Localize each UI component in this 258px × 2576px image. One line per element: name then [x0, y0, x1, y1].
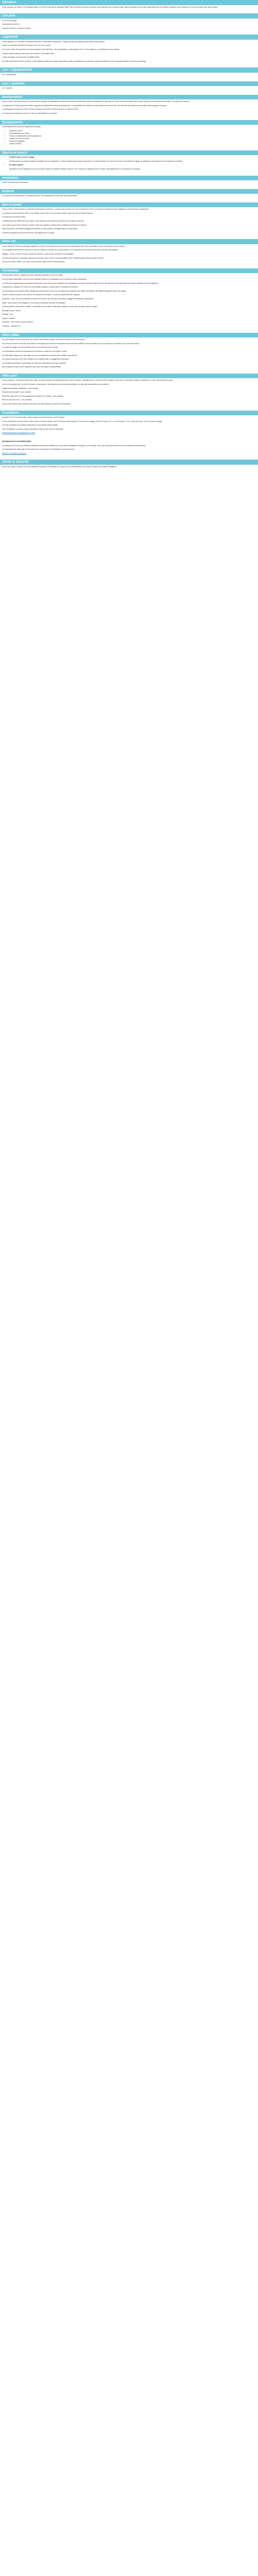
enfants-text: Les enfants sont les bienvenus. Un lit bébé peut être mis à disposition sur demande, selon disponibilité.	[2, 195, 78, 197]
infos-utiles-heading: Infos utiles	[0, 333, 258, 338]
sports-section	[0, 150, 258, 176]
formalites-section	[0, 268, 258, 333]
situation-section	[0, 0, 258, 13]
plus-section	[0, 13, 258, 35]
formalites-text: Téléphone : indicatif +33.	[2, 325, 21, 328]
sports-options-label: En option, payant	[9, 164, 23, 166]
infos-prix-text: Bébé de moins de 2 ans : nous consulter.	[2, 399, 33, 401]
conditions-heading: Conditions	[0, 411, 258, 416]
infos-vol-text: Les compagnies aériennes se réservent le droit de modifier les horaires de vol sans préavis. Ces modifications ne peuvent donner lieu à aucune indemnisation.	[2, 249, 118, 251]
restauration-section	[0, 95, 258, 120]
plus-text: Logement lumineux, moderne et calme.	[2, 27, 31, 29]
animation-section	[0, 176, 258, 189]
logement-text: Toutes les chambres disposent d'un balcon avec vue mer ou jardin.	[2, 44, 51, 47]
conditions-text: Toute modification du dossier après confirmation entraînera des frais de modification.	[2, 428, 64, 430]
info-sup-link-row	[2, 452, 256, 454]
animation-body	[0, 180, 258, 189]
restauration-body	[0, 99, 258, 120]
logement-heading: Logement	[0, 35, 258, 40]
equipements-plus-heading: Les + équipements	[0, 67, 258, 73]
restauration-heading: Restauration	[0, 95, 258, 100]
bon-a-savoir-text: Les animaux ne sont pas admis.	[2, 216, 26, 218]
conditions-text: Acompte de 30 % à la réservation, solde à régler au plus tard 30 jours avant le départ.	[2, 416, 65, 419]
equipements-list-item: • Wifi gratuit dans tout l'hôtel	[9, 132, 256, 134]
infos-vol-text: Les taxes aéroport et la surcharge carburant sont incluses dans le prix et sont susceptibles d'être modifiées jusqu'à 30 jours avant le départ.	[2, 257, 104, 259]
sports-included-list	[2, 156, 256, 158]
equipements-list	[2, 130, 256, 145]
sports-included-label: Compris dans le prix du voyage	[9, 156, 35, 159]
formalites-text: Décalage horaire : aucun.	[2, 309, 21, 312]
enfants-section	[0, 189, 258, 202]
sante-text: Avant votre départ, consultez les recommandations sanitaires et sécuritaires en vigueur pour votre destination sur le site du Ministère des Affaires étrangères.	[2, 465, 117, 468]
bon-a-savoir-heading: Bon à savoir	[0, 202, 258, 208]
sante-body	[0, 465, 258, 473]
enfants-body	[0, 194, 258, 202]
infos-utiles-text: Les informations figurant sur cette page sont non contractuelles et peuvent être modifiées sans préavis.	[2, 354, 77, 357]
conditions-link-row	[2, 432, 256, 434]
sports-options-list	[2, 164, 256, 166]
info-sup-section	[0, 439, 258, 460]
bon-a-savoir-text: L'établissement est entièrement non-fumeur. Il est interdit de fumer dans les chambres et les espaces communs.	[2, 220, 84, 222]
trip-details-page	[0, 0, 258, 473]
sports-options-heading	[9, 164, 256, 166]
infos-utiles-text: Le carnet de voyage vous sera adressé environ une semaine avant le départ.	[2, 346, 59, 349]
restauration-text: Dans le cadre d'une demi-pension ou d'une pension complète, le petit-déjeuner est servi sous forme de buffet dans la salle du restaurant. Le déjeuner et le dîner sont servis à table avec un menu unique du jour composé d'une entrée, d'un plat et d'un dessert.	[2, 100, 190, 103]
info-sup-heading: INFORMATIONS SUPPLÉMENTAIRES	[2, 440, 31, 443]
equipements-heading: Equipements	[0, 120, 258, 125]
infos-prix-text: Le prix ne comprend pas : les frais de dossier, les assurances, les boissons, les excursions facultatives, les dépenses personnelles, les pourboires.	[2, 383, 109, 385]
formalites-text: Il appartient au voyageur de vérifier que les formalités requises correspondent à sa situation personnelle.	[2, 286, 78, 289]
plus-heading: Les plus	[0, 13, 258, 19]
restauration-text: Les menus pour enfants de moins de 12 ans sont disponibles sur demande.	[2, 112, 58, 114]
infos-vol-text: Tout vol non utilisé à l'aller ou au retour ne pourra faire l'objet d'aucun remboursement.	[2, 261, 65, 263]
infos-prix-heading: Infos prix	[0, 374, 258, 379]
conditions-section	[0, 411, 258, 439]
animation-text: L'hôtel ne propose pas d'animations.	[2, 181, 29, 184]
infos-vol-section	[0, 239, 258, 268]
infos-utiles-body	[0, 337, 258, 374]
info-sup-text: Les informations de cette page ont été mises à jour au moment de la publication et peuvent évoluer.	[2, 448, 75, 451]
bon-a-savoir-text: Les arrivées se font à partir de 15h00 et les départs avant 11h00. En cas d'arrivée tardive, merci de prévenir l'hôtel à l'avance.	[2, 212, 94, 214]
infos-utiles-section	[0, 333, 258, 374]
equipements-plus-body	[0, 73, 258, 81]
infos-prix-text: Le prix comprend : le transport aérien aller-retour, les taxes aéroport, les transferts aéroport / hôtel / aéroport, l'hébergement en chambre double standard, la formule de restauration indiquée, l'assistance de notre représentant sur place.	[2, 379, 173, 382]
info-sup-body	[0, 439, 258, 460]
info-sup-text: Le voyageur est informé que certaines prestations peuvent être modifiées pour des raisons climatiques, techniques ou de sécurité, sans que cela puisse donner lieu à une quelconque indemnisation.	[2, 444, 147, 447]
infos-prix-text: Réduction enfant de 2 à 12 ans partageant la chambre de 2 adultes : nous consulter.	[2, 395, 64, 397]
situation-text: Petite commune de moins 14 000 habitants située à 10 km de Lille dans la métropole lilloise. Elle est située au Nord de la ville de Lille en direction de la frontière belge. Marcq-en-Barœul est une ville résidentielle avec de nombreux espaces verts et dispose de tous les services d'une ville moderne.	[2, 6, 218, 8]
sante-heading: Santé et Sécurité	[0, 460, 258, 465]
formalites-text: Les mineurs voyageant sans leurs parents doivent être munis de leur pièce d'identité, d'une autorisation de sortie du territoire signée par l'un des parents et de la photocopie de la pièce d'identité du parent signataire.	[2, 282, 159, 284]
logement-section	[0, 35, 258, 67]
conditions-text: En cas d'annulation, des frais seront retenus selon le barème suivant : plus de 30 jours avant le départ, 25 % du prix du voyage ; de 30 à 21 jours, 50 % ; de 20 à 8 jours, 75 % ; moins de 8 jours, 100 % du prix du voyage.	[2, 420, 163, 422]
formalites-text: Pour les autres nationalités, merci de vous renseigner auprès de l'ambassade ou du consulat du pays de destination.	[2, 278, 88, 280]
equipements-body	[0, 125, 258, 150]
bon-a-savoir-text: Tarifs réduits pour les enfants partageant la chambre de deux adultes. Renseignements à la réservation.	[2, 228, 78, 230]
formalites-text: Conseil : pensez à emporter une copie de vos documents d'identité, à conserver séparément des originaux.	[2, 294, 80, 296]
formalites-text: Électricité : 220 V, prises de type européen.	[2, 321, 34, 324]
infos-utiles-text: Les tarifs indiqués sont par personne, sur la base d'une chambre double, hors frais de dossier et hors assurances.	[2, 338, 86, 341]
infos-utiles-text: Nos conseillers restent à votre disposition pour toute information complémentaire.	[2, 366, 62, 368]
restauration-text: Le petit-déjeuner est servi de 7h30 à 10h00, le déjeuner de 12h00 à 14h00 et le dîner de 19h00 à 21h30.	[2, 108, 79, 111]
situation-heading: Situation	[0, 0, 258, 5]
infos-vol-body	[0, 244, 258, 268]
sports-body	[0, 155, 258, 175]
logement-text: Chaque chambre dispose d'un bureau avec lampe et d'un fauteuil relax.	[2, 52, 55, 55]
activites-plus-text: Les + activités	[2, 87, 13, 90]
activites-plus-heading: Les + activités	[0, 81, 258, 87]
situation-body	[0, 5, 258, 14]
formalites-text: Les informations sont données à titre indicatif et peuvent évoluer. Nous vous conseillons de consulter le site officiel du Ministère des Affaires étrangères avant votre départ.	[2, 290, 127, 292]
sports-included-text: L'hôtel propose une piscine extérieure chauffée de mai à septembre, un espace détente avec sauna et hammam, une salle de fitness et un terrain de tennis. Des activités de plage, de nautisme et de randonnée sont proposées à proximité.	[9, 160, 183, 162]
animation-heading: Animation	[0, 176, 258, 181]
equipements-plus-text: Les + équipements	[2, 73, 17, 76]
sports-options-text: Massages et soins esthétiques au spa de l'hôtel, location de matériel nautique, sorties en mer, excursions organisées dans la région. Renseignements et réservations à la réception.	[9, 167, 141, 170]
enfants-heading: Enfants	[0, 189, 258, 194]
logement-text: Les tarifs comprennent la taxe de séjour, le petit-déjeuner buffet servi chaque matin dans la salle du restaurant ou en terrasse, le linge de toilette et de lit, le ménage quotidien et l'accès aux parkings.	[2, 60, 147, 62]
bon-a-savoir-text: Accès à l'hôtel : l'hôtel est situé à proximité des transports en commun. La gare la plus proche est à 2 km et l'aéroport à 25 km. Un service de navette peut être organisé sur demande (avec supplément).	[2, 208, 149, 211]
equipements-list-item: • Service de bagagerie	[9, 140, 256, 142]
formalites-text: Monnaie : euro.	[2, 313, 14, 316]
bon-a-savoir-text: Certaines prestations peuvent être fermées ou modifiées selon la saison.	[2, 231, 55, 234]
infos-utiles-text: Les prix sont calculés en fonction de données économiques au moment de l'impression et peuvent être modifiés en cas de variation du coût du transport, des taxes ou du cours des devises.	[2, 342, 140, 345]
equipements-plus-section	[0, 67, 258, 81]
restauration-text: Le restaurant de l'hôtel propose une cuisine régionale et traditionnelle à base de produits frais. Les spécialités de la maison sont les poissons et fruits de mer. Une carte des vins variée vous permettra d'accompagner vos repas.	[2, 104, 167, 107]
equipements-list-item: • Réception 24h/24	[9, 130, 256, 132]
formalites-heading: Formalités	[0, 268, 258, 274]
formalites-text: Langue : français.	[2, 317, 15, 319]
bon-a-savoir-body	[0, 207, 258, 239]
conditions-text: Les frais de dossier et les primes d'assurance ne sont jamais remboursables.	[2, 424, 58, 427]
equipements-intro: L'hôtel dispose des services et équipements suivants :	[2, 126, 42, 128]
logement-text: L'hôtel est adapté aux personnes à mobilité réduite.	[2, 56, 40, 59]
bon-a-savoir-text: Une caution pourra être demandée à l'arrivée. Elle sera restituée au départ après vérification de l'état de la chambre.	[2, 224, 87, 226]
logement-text: L'hôtel dispose de 27 chambres entièrement rénovées, lumineuses et spacieuses. Chaque chambre est équipée d'une salle de bain privative.	[2, 40, 105, 43]
infos-vol-text: Vols au départ de Paris sur compagnie régulière ou charter. Les horaires de vols vous seront communiqués avec votre convocation environ une semaine avant le départ.	[2, 245, 125, 247]
infos-vol-heading: Infos vol	[0, 239, 258, 244]
activites-plus-section	[0, 81, 258, 95]
bon-a-savoir-section	[0, 202, 258, 240]
formalites-text: Ressortissants français : passeport ou carte nationale d'identité en cours de validité.	[2, 274, 63, 277]
infos-prix-text: Supplément chambre individuelle : nous consulter.	[2, 387, 39, 389]
formalites-text: Santé : aucun vaccin n'est obligatoire. Une trousse à pharmacie de base est conseillée.	[2, 301, 66, 304]
equipements-list-item: • Service médical	[9, 143, 256, 145]
infos-utiles-text: Les conditions générales et particulières de vente sont disponibles sur simple demande.	[2, 362, 67, 364]
conditions-generales-link[interactable]: conditions générales et particulières de vente	[2, 432, 35, 434]
infos-prix-text: Réduction 3ème adulte : nous consulter.	[2, 391, 31, 394]
logement-body	[0, 40, 258, 68]
equipements-list-item: • Location de vélos sur place	[9, 138, 256, 140]
equipements-section	[0, 120, 258, 150]
formalites-text: Assurance : nous vous recommandons vivement de souscrire une assurance annulation, bagages et assistance rapatriement.	[2, 297, 94, 300]
plus-text: Grand jardin de 1000 m²	[2, 23, 20, 26]
ministere-affaires-etrangeres-link[interactable]: Ministère des Affaires étrangères	[2, 452, 26, 454]
equipements-list-item: • Service de blanchisserie (avec supplément)	[9, 135, 256, 137]
infos-utiles-text: Les réclamations doivent être adressées par écrit dans un délai d'un mois après le retour.	[2, 350, 68, 352]
sante-section	[0, 460, 258, 473]
formalites-body	[0, 273, 258, 332]
activites-plus-body	[0, 86, 258, 95]
sports-heading: Sports et loisirs	[0, 150, 258, 156]
logement-text: Pour votre confort, les chambres sont toutes équipées d'une télévision, de la climatisation, du wifi gratuit, d'une TV, d'un coffre-fort, d'un téléphone et d'un minibar.	[2, 48, 120, 51]
conditions-body	[0, 415, 258, 439]
infos-utiles-text: Les photos présentées sont à titre indicatif et ne constituent pas un engagement contractuel.	[2, 358, 70, 361]
infos-vol-text: Bagages : 20 kg en soute et 5 kg en cabine par personne, sauf mention contraire de la compagnie.	[2, 253, 74, 256]
plus-text: À 100 m de la plage	[2, 19, 17, 22]
infos-prix-section	[0, 374, 258, 411]
formalites-text: Carte européenne d'assurance maladie : à demander à votre caisse d'assurance maladie au moins deux semaines avant le départ.	[2, 306, 98, 308]
infos-prix-text: Les prix sont donnés à titre indicatif, sous réserve de disponibilité au moment de la réservation.	[2, 402, 72, 405]
infos-prix-body	[0, 378, 258, 410]
sports-included-heading	[9, 156, 256, 158]
plus-body	[0, 19, 258, 35]
